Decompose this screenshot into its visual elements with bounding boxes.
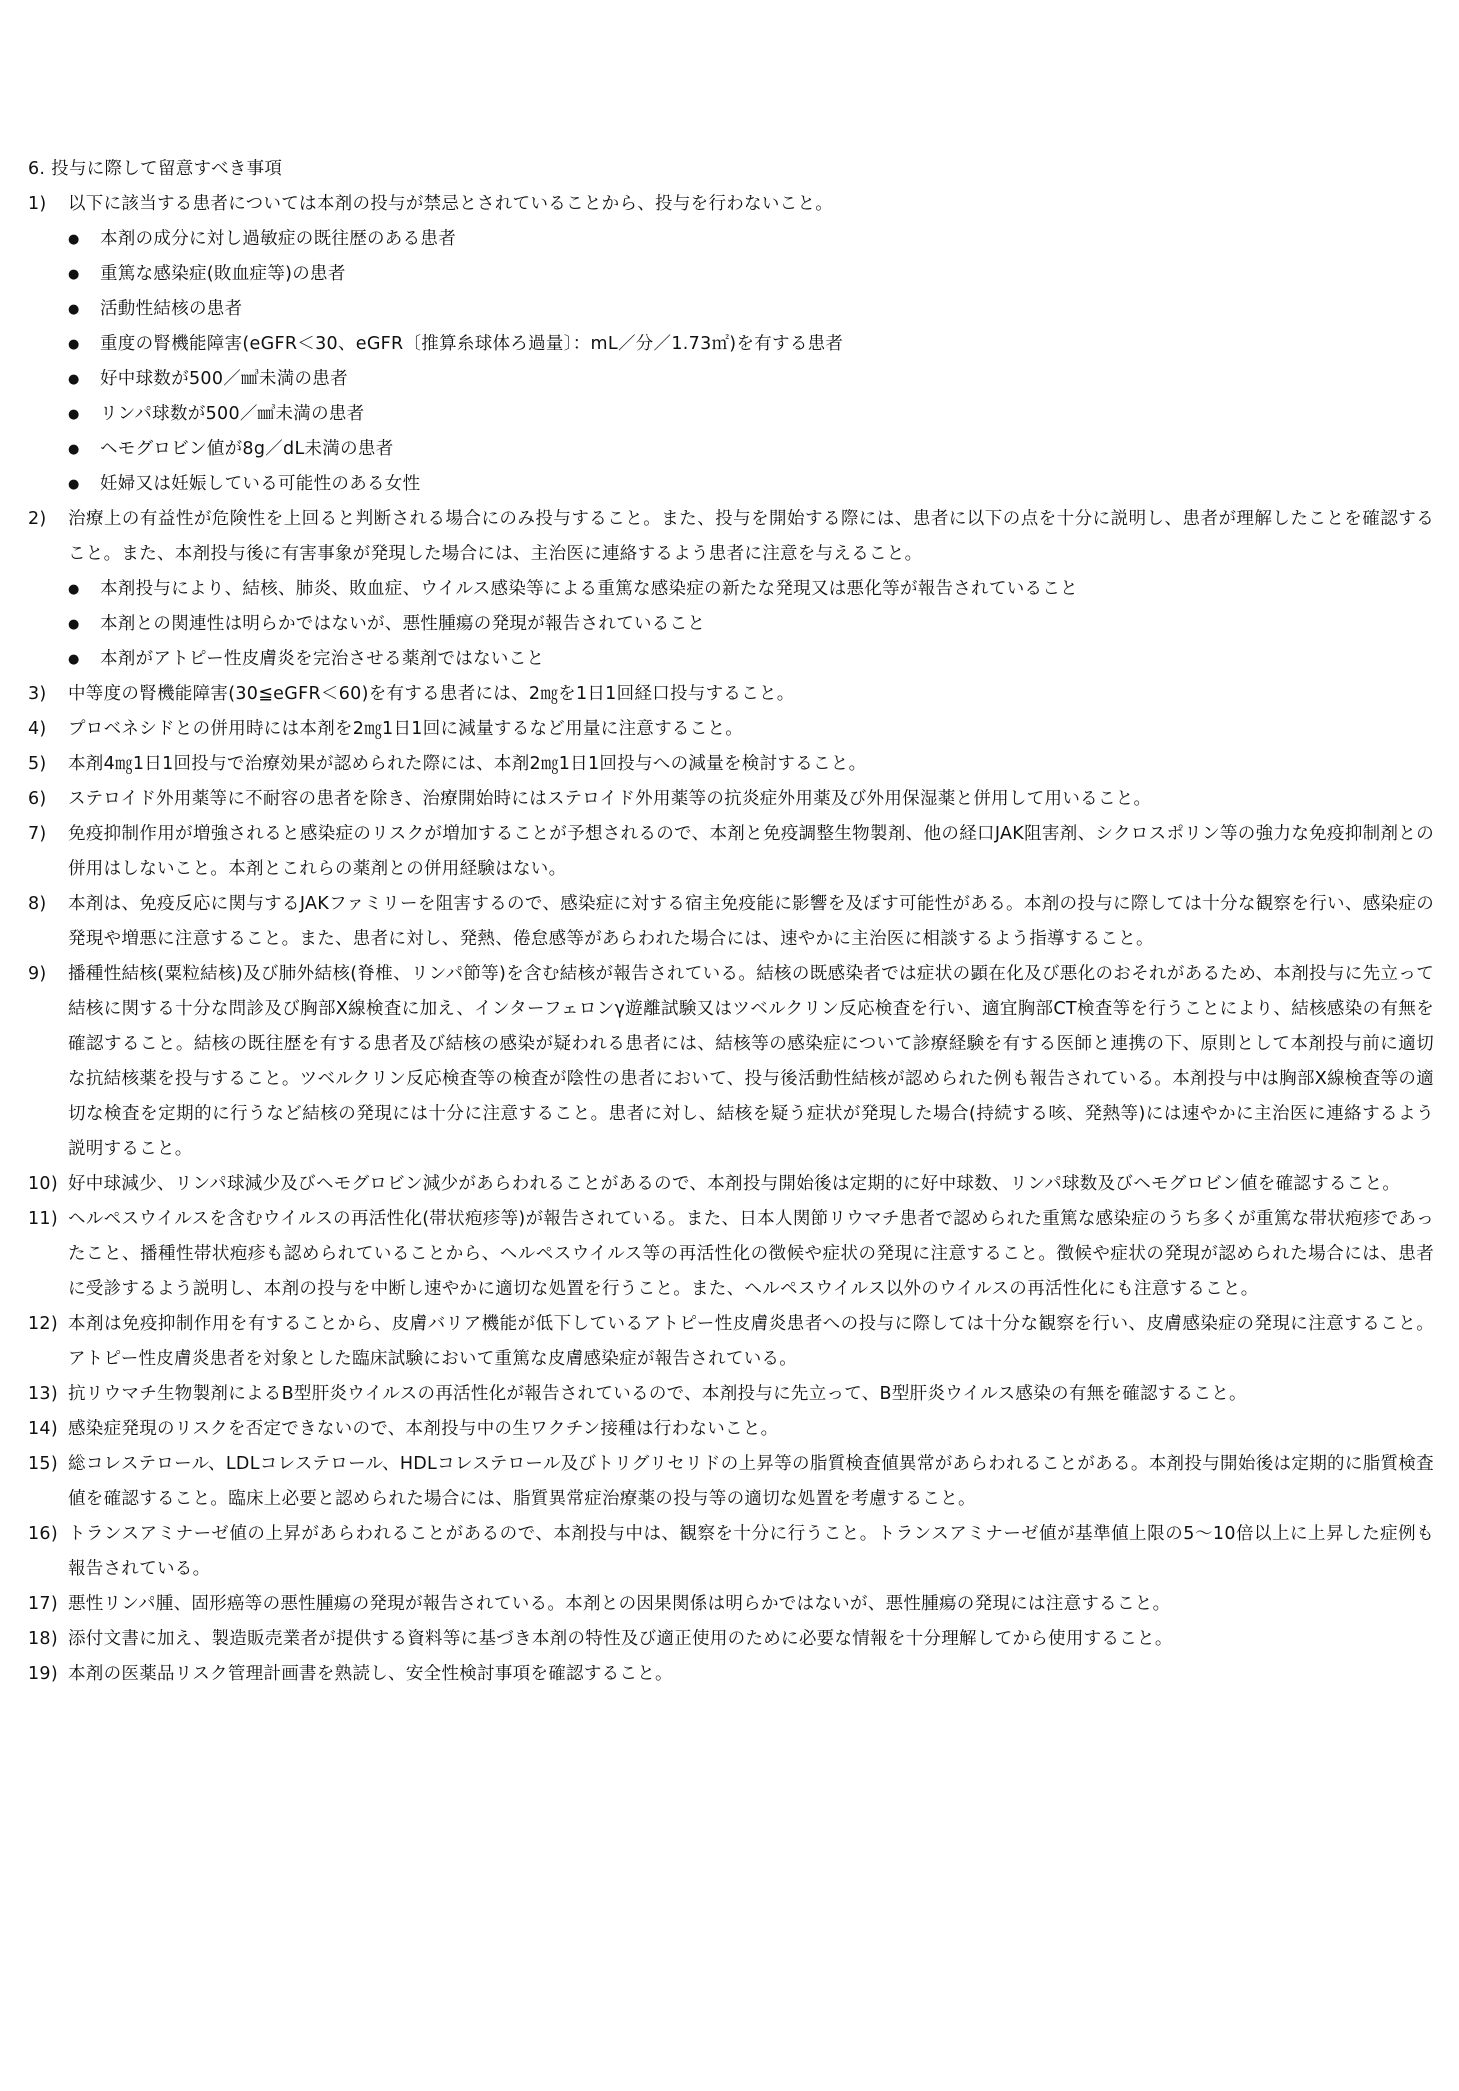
item-body: [68, 677, 1434, 712]
bullet-text: 重度の腎機能障害(eGFR＜30、eGFR〔推算糸球体ろ過量〕：mL／分／1.73㎡)を有する患者: [100, 334, 844, 354]
item-list: [28, 187, 1434, 1692]
section-title: 6. 投与に際して留意すべき事項: [28, 159, 283, 179]
bullet-text: 本剤がアトピー性皮膚炎を完治させる薬剤ではないこと: [100, 649, 545, 669]
bullet-item: [68, 607, 1434, 642]
item-text: 本剤は、免疫反応に関与するJAKファミリーを阻害するので、感染症に対する宿主免疫能に影響を及ぼす可能性がある。本剤の投与に際しては十分な観察を行い、感染症の発現や増悪に注意すること。また、患者に対し、発熱、倦怠感等があらわれた場合には、速やかに主治医に相談するよう指導すること。: [68, 894, 1434, 949]
item-body: [68, 1412, 1434, 1447]
list-item: [28, 1517, 1434, 1587]
item-number: 10): [28, 1174, 58, 1194]
bullet-item: [68, 362, 1434, 397]
bullet-dot-icon: ●: [68, 652, 80, 667]
list-item: [28, 1412, 1434, 1447]
item-number: 19): [28, 1664, 58, 1684]
item-text: 抗リウマチ生物製剤によるB型肝炎ウイルスの再活性化が報告されているので、本剤投与に先立って、B型肝炎ウイルス感染の有無を確認すること。: [68, 1384, 1247, 1404]
bullet-text: 本剤の成分に対し過敏症の既往歴のある患者: [100, 229, 456, 249]
item-body: [68, 1377, 1434, 1412]
item-text: プロベネシドとの併用時には本剤を2㎎1日1回に減量するなど用量に注意すること。: [68, 719, 744, 739]
item-body: [68, 1657, 1434, 1692]
list-item: [28, 817, 1434, 887]
item-number: 16): [28, 1524, 58, 1544]
bullet-dot-icon: ●: [68, 302, 80, 317]
list-item: [28, 1622, 1434, 1657]
bullet-dot-icon: ●: [68, 232, 80, 247]
item-body: [68, 1447, 1434, 1517]
item-number: 4): [28, 719, 47, 739]
bullet-dot-icon: ●: [68, 477, 80, 492]
list-item: [28, 677, 1434, 712]
item-body: [68, 187, 1434, 502]
item-body: [68, 887, 1434, 957]
item-text: 本剤は免疫抑制作用を有することから、皮膚バリア機能が低下しているアトピー性皮膚炎患者への投与に際しては十分な観察を行い、皮膚感染症の発現に注意すること。アトピー性皮膚炎患者を対象とした臨床試験において重篤な皮膚感染症が報告されている。: [68, 1314, 1434, 1369]
document-page: [28, 152, 1434, 1692]
bullet-text: リンパ球数が500／㎣未満の患者: [100, 404, 365, 424]
item-text: トランスアミナーゼ値の上昇があらわれることがあるので、本剤投与中は、観察を十分に行うこと。トランスアミナーゼ値が基準値上限の5～10倍以上に上昇した症例も報告されている。: [68, 1524, 1434, 1579]
list-item: [28, 1307, 1434, 1377]
item-text: 免疫抑制作用が増強されると感染症のリスクが増加することが予想されるので、本剤と免疫調整生物製剤、他の経口JAK阻害剤、シクロスポリン等の強力な免疫抑制剤との併用はしないこと。本剤とこれらの薬剤との併用経験はない。: [68, 824, 1434, 879]
item-body: [68, 957, 1434, 1167]
item-body: [68, 1167, 1434, 1202]
item-text: 本剤4㎎1日1回投与で治療効果が認められた際には、本剤2㎎1日1回投与への減量を検討すること。: [68, 754, 867, 774]
item-body: [68, 1622, 1434, 1657]
item-body: [68, 712, 1434, 747]
bullet-dot-icon: ●: [68, 407, 80, 422]
item-body: [68, 747, 1434, 782]
item-number: 3): [28, 684, 47, 704]
item-number: 1): [28, 194, 47, 214]
bullet-dot-icon: ●: [68, 267, 80, 282]
item-text: ヘルペスウイルスを含むウイルスの再活性化(帯状疱疹等)が報告されている。また、日本人関節リウマチ患者で認められた重篤な感染症のうち多くが重篤な帯状疱疹であったこと、播種性帯状疱疹も認められていることから、ヘルペスウイルス等の再活性化の徴候や症状の発現に注意すること。徴候や症状の発現が認められた場合には、患者に受診するよう説明し、本剤の投与を中断し速やかに適切な処置を行うこと。また、ヘルペスウイルス以外のウイルスの再活性化にも注意すること。: [68, 1209, 1434, 1299]
bullet-text: 本剤との関連性は明らかではないが、悪性腫瘍の発現が報告されていること: [100, 614, 706, 634]
bullet-text: 重篤な感染症(敗血症等)の患者: [100, 264, 346, 284]
item-body: [68, 1202, 1434, 1307]
item-text: 悪性リンパ腫、固形癌等の悪性腫瘍の発現が報告されている。本剤との因果関係は明らかではないが、悪性腫瘍の発現には注意すること。: [68, 1594, 1171, 1614]
list-item: [28, 957, 1434, 1167]
list-item: [28, 1377, 1434, 1412]
list-item: [28, 187, 1434, 502]
item-body: [68, 1517, 1434, 1587]
item-text: 以下に該当する患者については本剤の投与が禁忌とされていることから、投与を行わないこと。: [68, 194, 834, 214]
bullet-item: [68, 642, 1434, 677]
item-number: 7): [28, 824, 47, 844]
bullet-dot-icon: ●: [68, 582, 80, 597]
item-body: [68, 782, 1434, 817]
item-text: 好中球減少、リンパ球減少及びヘモグロビン減少があらわれることがあるので、本剤投与開始後は定期的に好中球数、リンパ球数及びヘモグロビン値を確認すること。: [68, 1174, 1401, 1194]
bullet-dot-icon: ●: [68, 372, 80, 387]
item-number: 2): [28, 509, 47, 529]
item-number: 9): [28, 964, 47, 984]
bullet-item: [68, 572, 1434, 607]
item-number: 13): [28, 1384, 58, 1404]
item-body: [68, 1587, 1434, 1622]
bullet-dot-icon: ●: [68, 337, 80, 352]
bullet-item: [68, 467, 1434, 502]
bullet-item: [68, 292, 1434, 327]
item-text: ステロイド外用薬等に不耐容の患者を除き、治療開始時にはステロイド外用薬等の抗炎症外用薬及び外用保湿薬と併用して用いること。: [68, 789, 1152, 809]
item-text: 本剤の医薬品リスク管理計画書を熟読し、安全性検討事項を確認すること。: [68, 1664, 673, 1684]
item-number: 14): [28, 1419, 58, 1439]
item-number: 8): [28, 894, 47, 914]
bullet-list: [68, 572, 1434, 677]
item-text: 播種性結核(粟粒結核)及び肺外結核(脊椎、リンパ節等)を含む結核が報告されている。結核の既感染者では症状の顕在化及び悪化のおそれがあるため、本剤投与に先立って結核に関する十分な問診及び胸部X線検査に加え、インターフェロンγ遊離試験又はツベルクリン反応検査を行い、適宜胸部CT検査等を行うことにより、結核感染の有無を確認すること。結核の既往歴を有する患者及び結核の感染が疑われる患者には、結核等の感染症について診療経験を有する医師と連携の下、原則として本剤投与前に適切な抗結核薬を投与すること。ツベルクリン反応検査等の検査が陰性の患者において、投与後活動性結核が認められた例も報告されている。本剤投与中は胸部X線検査等の適切な検査を定期的に行うなど結核の発現には十分に注意すること。患者に対し、結核を疑う症状が発現した場合(持続する咳、発熱等)には速やかに主治医に連絡するよう説明すること。: [68, 964, 1434, 1159]
list-item: [28, 1657, 1434, 1692]
bullet-item: [68, 222, 1434, 257]
bullet-text: 活動性結核の患者: [100, 299, 243, 319]
item-body: [68, 1307, 1434, 1377]
item-number: 11): [28, 1209, 58, 1229]
bullet-list: [68, 222, 1434, 502]
bullet-dot-icon: ●: [68, 442, 80, 457]
bullet-text: 妊婦又は妊娠している可能性のある女性: [100, 474, 421, 494]
item-text: 感染症発現のリスクを否定できないので、本剤投与中の生ワクチン接種は行わないこと。: [68, 1419, 779, 1439]
item-text: 治療上の有益性が危険性を上回ると判断される場合にのみ投与すること。また、投与を開始する際には、患者に以下の点を十分に説明し、患者が理解したことを確認すること。また、本剤投与後に有害事象が発現した場合には、主治医に連絡するよう患者に注意を与えること。: [68, 509, 1434, 564]
item-number: 15): [28, 1454, 58, 1474]
list-item: [28, 712, 1434, 747]
item-number: 6): [28, 789, 47, 809]
list-item: [28, 887, 1434, 957]
item-number: 5): [28, 754, 47, 774]
list-item: [28, 502, 1434, 677]
item-text: 中等度の腎機能障害(30≦eGFR＜60)を有する患者には、2㎎を1日1回経口投与すること。: [68, 684, 795, 704]
list-item: [28, 747, 1434, 782]
item-body: [68, 817, 1434, 887]
bullet-dot-icon: ●: [68, 617, 80, 632]
item-text: 添付文書に加え、製造販売業者が提供する資料等に基づき本剤の特性及び適正使用のために必要な情報を十分理解してから使用すること。: [68, 1629, 1173, 1649]
bullet-item: [68, 432, 1434, 467]
bullet-item: [68, 257, 1434, 292]
item-body: [68, 502, 1434, 677]
item-number: 12): [28, 1314, 58, 1334]
list-item: [28, 782, 1434, 817]
list-item: [28, 1587, 1434, 1622]
bullet-text: 好中球数が500／㎣未満の患者: [100, 369, 348, 389]
bullet-item: [68, 327, 1434, 362]
bullet-text: ヘモグロビン値が8g／dL未満の患者: [100, 439, 394, 459]
bullet-item: [68, 397, 1434, 432]
list-item: [28, 1167, 1434, 1202]
bullet-text: 本剤投与により、結核、肺炎、敗血症、ウイルス感染等による重篤な感染症の新たな発現又は悪化等が報告されていること: [100, 579, 1078, 599]
list-item: [28, 1447, 1434, 1517]
list-item: [28, 1202, 1434, 1307]
item-number: 18): [28, 1629, 58, 1649]
item-number: 17): [28, 1594, 58, 1614]
item-text: 総コレステロール、LDLコレステロール、HDLコレステロール及びトリグリセリドの上昇等の脂質検査値異常があらわれることがある。本剤投与開始後は定期的に脂質検査値を確認すること。臨床上必要と認められた場合には、脂質異常症治療薬の投与等の適切な処置を考慮すること。: [68, 1454, 1434, 1509]
